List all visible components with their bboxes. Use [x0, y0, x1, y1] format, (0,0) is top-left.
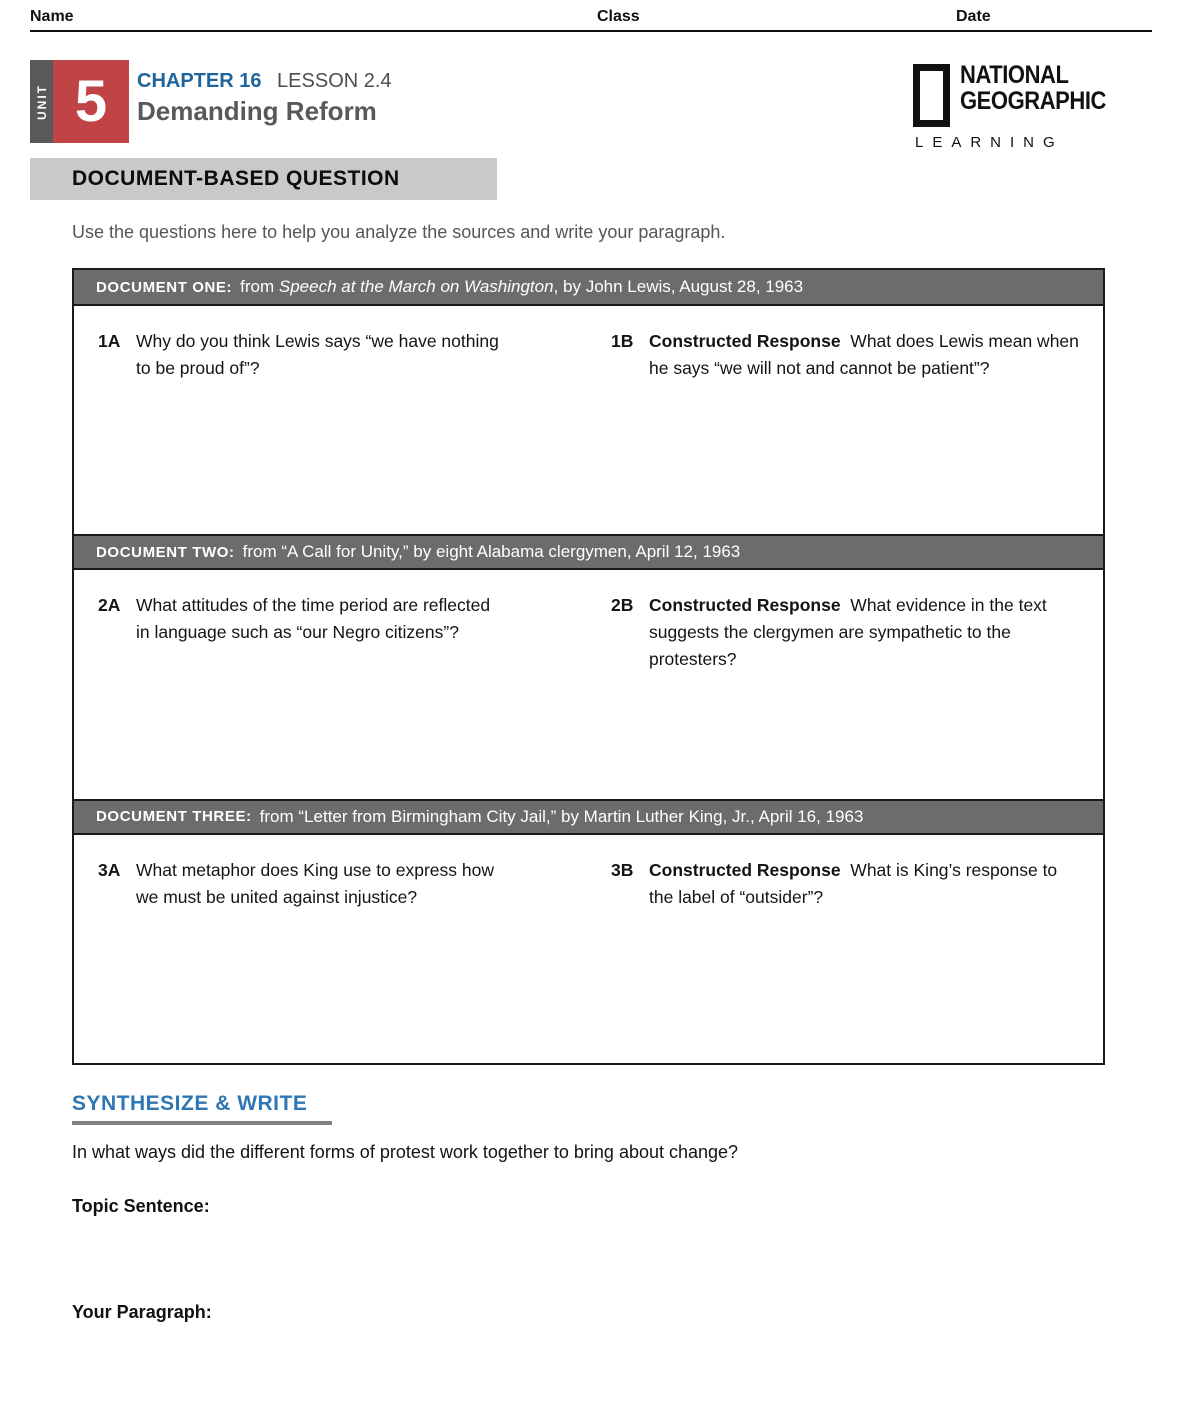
- source-pre: from “A Call for Unity,” by eight Alabama clergymen, April 12, 1963: [242, 542, 741, 562]
- document-two-answer-area: [74, 570, 1103, 798]
- question-2b: [611, 592, 1079, 798]
- lesson-title: Demanding Reform: [137, 96, 377, 126]
- source-title: Speech at the March on Washington: [278, 277, 554, 296]
- source-pre: from: [240, 277, 279, 296]
- unit-number: 5: [53, 60, 129, 143]
- unit-label: UNIT: [34, 83, 49, 120]
- question-1a-text: Why do you think Lewis says “we have nothing to be proud of”?: [136, 331, 499, 378]
- topic-sentence-label: Topic Sentence:: [72, 1196, 210, 1216]
- lesson-label: LESSON 2.4: [277, 70, 392, 92]
- chapter-label: CHAPTER 16: [137, 70, 262, 92]
- question-2a-number: 2A: [98, 595, 121, 616]
- question-3b: [611, 857, 1079, 1063]
- ng-word-national: NATIONAL: [960, 61, 1069, 89]
- source-post: , by John Lewis, August 28, 1963: [553, 277, 804, 296]
- dbq-banner-title: DOCUMENT-BASED QUESTION: [72, 167, 400, 190]
- synthesize-question: In what ways did the different forms of protest work together to bring about change?: [72, 1142, 739, 1162]
- unit-strip: [30, 60, 53, 143]
- document-one-header: [74, 270, 1103, 306]
- document-two-header: [74, 534, 1103, 570]
- question-1a: [98, 328, 539, 534]
- date-label: Date: [956, 8, 991, 25]
- question-1b: [611, 328, 1079, 534]
- constructed-response-label: Constructed Response: [649, 331, 841, 351]
- your-paragraph-label: Your Paragraph:: [72, 1302, 212, 1322]
- ng-wordmark: [960, 62, 1106, 114]
- question-2a: [98, 592, 539, 798]
- question-3a-text: What metaphor does King use to express how we must be united against injustice?: [136, 859, 494, 907]
- question-2a-text: What attitudes of the time period are reflected in language such as “our Negro citizens”?: [136, 595, 491, 643]
- question-3a-number: 3A: [98, 859, 121, 880]
- document-one-answer-area: [74, 306, 1103, 534]
- dbq-banner: [30, 158, 497, 200]
- constructed-response-label: Constructed Response: [649, 859, 841, 880]
- name-class-date-rule: [30, 6, 1152, 32]
- class-label: Class: [597, 8, 640, 25]
- ng-word-learning: LEARNING: [915, 134, 1064, 151]
- question-2b-body: What evidence in the text suggests the clergymen are sympathetic to the protesters?: [649, 595, 1047, 670]
- unit-badge: [30, 60, 129, 143]
- ng-frame-icon: [913, 64, 950, 127]
- document-one-label: DOCUMENT ONE:: [96, 278, 233, 296]
- question-3a: [98, 857, 539, 1063]
- document-three-answer-area: [74, 835, 1103, 1063]
- question-2b-text: [649, 592, 1079, 798]
- source-pre: from “Letter from Birmingham City Jail,” by Martin Luther King, Jr., April 16, 1963: [259, 806, 864, 826]
- question-2b-number: 2B: [611, 595, 634, 616]
- question-3b-body: What is King’s response to the label of “outsider”?: [649, 859, 1058, 907]
- name-label: Name: [30, 8, 74, 25]
- question-1b-body: What does Lewis mean when he says “we will not and cannot be patient”?: [649, 331, 1079, 378]
- question-3b-number: 3B: [611, 859, 634, 880]
- document-one-source: [240, 277, 803, 297]
- ng-word-geographic: GEOGRAPHIC: [960, 87, 1106, 115]
- document-three-label: DOCUMENT THREE:: [96, 808, 252, 826]
- documents-box: [72, 268, 1105, 1065]
- question-1a-number: 1A: [98, 331, 121, 351]
- synthesize-write-heading: SYNTHESIZE & WRITE: [72, 1092, 308, 1115]
- chapter-lesson-line: [137, 70, 392, 93]
- question-1b-text: [649, 328, 1079, 534]
- synthesize-underline: [72, 1121, 332, 1125]
- constructed-response-label: Constructed Response: [649, 595, 841, 616]
- intro-text: Use the questions here to help you analyze the sources and write your paragraph.: [72, 222, 726, 242]
- question-3b-text: [649, 857, 1079, 1063]
- document-three-source: [260, 807, 864, 827]
- document-two-source: [243, 542, 741, 562]
- question-1b-number: 1B: [611, 331, 634, 351]
- document-two-label: DOCUMENT TWO:: [96, 543, 235, 561]
- document-three-header: [74, 799, 1103, 835]
